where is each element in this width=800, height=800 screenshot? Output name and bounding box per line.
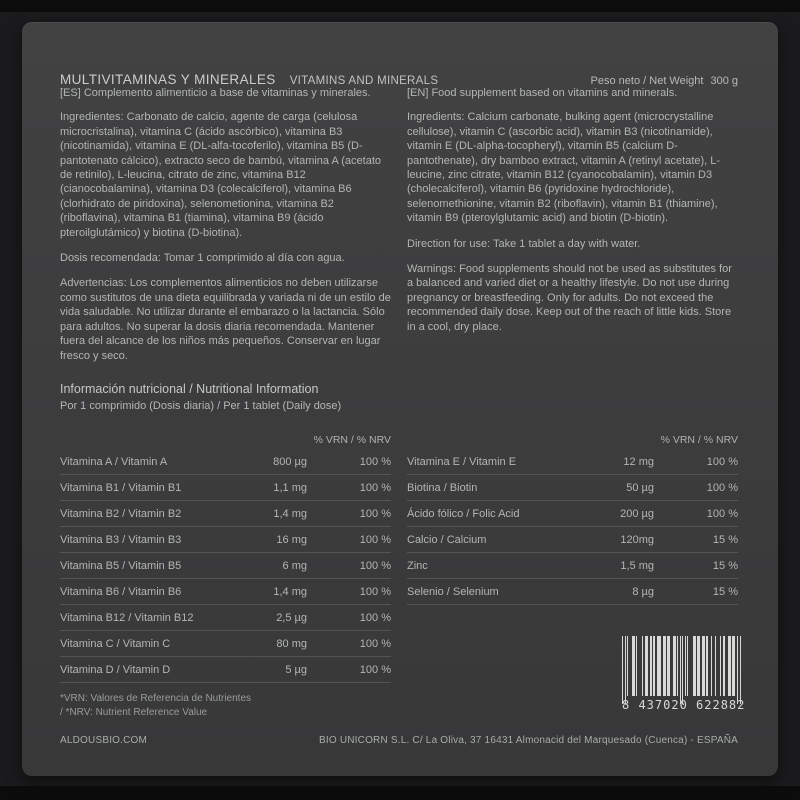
net-weight-value: 300 g: [710, 75, 738, 87]
nutrient-name: Calcio / Calcium: [407, 533, 487, 546]
company-address: BIO UNICORN S.L. C/ La Oliva, 37 16431 Almonacid del Marquesado (Cuenca) - ESPAÑA: [319, 735, 738, 746]
nutrition-rows-left: [60, 449, 391, 683]
nutrient-name: Selenio / Selenium: [407, 585, 499, 598]
nutrient-nrv: 100 %: [706, 481, 738, 494]
table-row: [60, 605, 391, 631]
nutrient-nrv: 100 %: [359, 637, 391, 650]
ingredients-es: Ingredientes: Carbonato de calcio, agente de carga (celulosa microcristalina), vitamina C (ácido ascórbico), vitamina B3 (nicotinamida), vitamina E (DL-alfa-tocoferilo), vitamina B5 (D-pantotenato cálcico), extracto seco de bambú, vitamina A (acetato de retinilo), L-leucina, citrato de zinc, vitamina B12 (cianocobalamina), vitamina D3 (colecalciferol), vitamina B6 (clorhidrato de piridoxina), selenometionina, vitamina B2 (riboflavina), vitamina B1 (tiamina), vitamina B9 (ácido pteroilglutámico) y biotina (D-biotina).: [60, 111, 382, 239]
table-row: [60, 501, 391, 527]
nutrient-name: Vitamina B6 / Vitamin B6: [60, 585, 182, 598]
table-row: [407, 527, 738, 553]
letterbox-bottom: [0, 786, 800, 800]
label-footer: [60, 735, 738, 746]
nutrient-name: Vitamina A / Vitamin A: [60, 455, 168, 468]
nutrient-nrv: 100 %: [359, 507, 391, 520]
nutrient-amount: 16 mg: [276, 533, 307, 546]
nutrient-name: Vitamina C / Vitamin C: [60, 637, 171, 650]
table-row: [407, 475, 738, 501]
nutrient-name: Vitamina B3 / Vitamin B3: [60, 533, 182, 546]
nutrient-nrv: 100 %: [359, 663, 391, 676]
table-row: [60, 527, 391, 553]
footnote: [60, 692, 391, 719]
table-row: [60, 449, 391, 475]
nutrient-name: Ácido fólico / Folic Acid: [407, 507, 520, 520]
barcode-bars: [622, 636, 744, 704]
table-row: [60, 579, 391, 605]
nutrition-rows-right: [407, 449, 738, 605]
nutrient-amount: 80 mg: [276, 637, 307, 650]
nutrient-amount: 5 µg: [285, 663, 307, 676]
table-row: [407, 501, 738, 527]
nutrient-name: Vitamina E / Vitamin E: [407, 455, 517, 468]
table-row: [60, 631, 391, 657]
table-row: [60, 475, 391, 501]
nutrition-tables: [60, 426, 746, 719]
nutrient-nrv: 100 %: [359, 611, 391, 624]
nutrient-nrv: 100 %: [359, 559, 391, 572]
nutrient-amount: 12 mg: [623, 455, 654, 468]
nutrient-name: Biotina / Biotin: [407, 481, 478, 494]
nutrient-nrv: 100 %: [359, 481, 391, 494]
intro-en: [EN] Food supplement based on vitamins and minerals.: [407, 87, 678, 99]
label-header: [60, 72, 738, 87]
footnote-vrn: *VRN: Valores de Referencia de Nutrientes: [60, 693, 252, 704]
ingredients-en: Ingredients: Calcium carbonate, bulking agent (microcrystalline cellulose), vitamin C (ascorbic acid), vitamin B3 (nicotinamide), vitamin E (DL-alpha-tocopheryl), vitamin B5 (calcium D-pantothenate), dry bamboo extract, vitamin A (retinyl acetate), L-leucine, zinc citrate, vitamin B12 (cyanocobalamin), vitamin D3 (cholecalciferol), vitamin B6 (pyridoxine hydrochloride), selenomethionine, vitamin B2 (riboflavin), vitamin B1 (thiamine), vitamin B9 (pteroylglutamic acid) and biotin (D-biotin).: [407, 111, 721, 225]
nutrient-nrv: 100 %: [359, 585, 391, 598]
nutrient-amount: 8 µg: [632, 585, 654, 598]
table-row: [60, 657, 391, 683]
spanish-column: [60, 86, 391, 374]
warnings-en: Warnings: Food supplements should not be used as substitutes for a balanced and varied diet or a healthy lifestyle. Do not use during pregnancy or breastfeeding. Only for adults. Do not exceed the recommended daily dose. Keep out of the reach of little kids. Store in a cool, dry place.: [407, 263, 732, 333]
nutrient-name: Vitamina B1 / Vitamin B1: [60, 481, 182, 494]
nutrient-amount: 1,5 mg: [620, 559, 654, 572]
table-row: [60, 553, 391, 579]
product-title-es: MULTIVITAMINAS Y MINERALES: [60, 72, 276, 87]
nutrient-name: Vitamina D / Vitamin D: [60, 663, 171, 676]
nutrition-heading: [60, 382, 341, 412]
directions-en: Direction for use: Take 1 tablet a day with water.: [407, 237, 641, 250]
nutrient-nrv: 100 %: [706, 455, 738, 468]
nutrient-amount: 2,5 µg: [276, 611, 307, 624]
nutrient-amount: 1,4 mg: [273, 585, 307, 598]
english-column: [407, 86, 738, 374]
nutrient-nrv: 100 %: [359, 533, 391, 546]
nutrition-table-left: [60, 426, 391, 719]
nutrient-nrv: 15 %: [712, 533, 738, 546]
table-row: [407, 449, 738, 475]
nutrient-amount: 6 mg: [282, 559, 307, 572]
nutrient-amount: 1,1 mg: [273, 481, 307, 494]
nutrient-amount: 1,4 mg: [273, 507, 307, 520]
nutrient-name: Vitamina B5 / Vitamin B5: [60, 559, 182, 572]
barcode-number: 8 437020 622882: [622, 698, 746, 712]
nutrient-nrv: 15 %: [712, 559, 738, 572]
nutrition-table-right: [407, 426, 746, 719]
barcode-bar: [740, 636, 741, 704]
net-weight-label: Peso neto / Net Weight: [590, 75, 704, 87]
warnings-es: Advertencias: Los complementos alimenticios no deben utilizarse como sustitutos de una dieta equilibrada y variada ni de un estilo de vida saludable. No utilizar durante el embarazo o la lactancia. Sólo para adultos. No superar la dosis diaria recomendada. Mantener fuera del alcance de los niños más pequeños. Conservar en lugar fresco y seco.: [60, 277, 391, 362]
dosage-es: Dosis recomendada: Tomar 1 comprimido al día con agua.: [60, 252, 345, 265]
nutrition-title: Información nutricional / Nutritional Information: [60, 382, 319, 396]
nutrient-nrv: 100 %: [359, 455, 391, 468]
nutrient-amount: 200 µg: [620, 507, 654, 520]
barcode: [622, 636, 744, 712]
bilingual-text: [60, 86, 738, 374]
nutrient-name: Vitamina B2 / Vitamin B2: [60, 507, 182, 520]
nutrient-nrv: 15 %: [712, 585, 738, 598]
vrn-column-header-left: % VRN / % NRV: [313, 434, 391, 446]
nutrient-amount: 50 µg: [626, 481, 654, 494]
nutrition-subtitle: Por 1 comprimido (Dosis diaria) / Per 1 tablet (Daily dose): [60, 400, 342, 412]
product-title-en: VITAMINS AND MINERALS: [289, 75, 439, 87]
footnote-nrv: / *NRV: Nutrient Reference Value: [60, 706, 208, 718]
nutrient-name: Vitamina B12 / Vitamin B12: [60, 611, 194, 624]
nutrient-name: Zinc: [407, 559, 428, 572]
website-text: ALDOUSBIO.COM: [60, 735, 148, 746]
nutrient-nrv: 100 %: [706, 507, 738, 520]
intro-es: [ES] Complemento alimenticio a base de vitaminas y minerales.: [60, 87, 371, 99]
supplement-label: [22, 22, 778, 776]
table-row: [407, 579, 738, 605]
nutrient-amount: 120mg: [620, 533, 654, 546]
nutrient-amount: 800 µg: [273, 455, 307, 468]
vrn-column-header-right: % VRN / % NRV: [660, 434, 738, 446]
letterbox-top: [0, 0, 800, 12]
table-row: [407, 553, 738, 579]
